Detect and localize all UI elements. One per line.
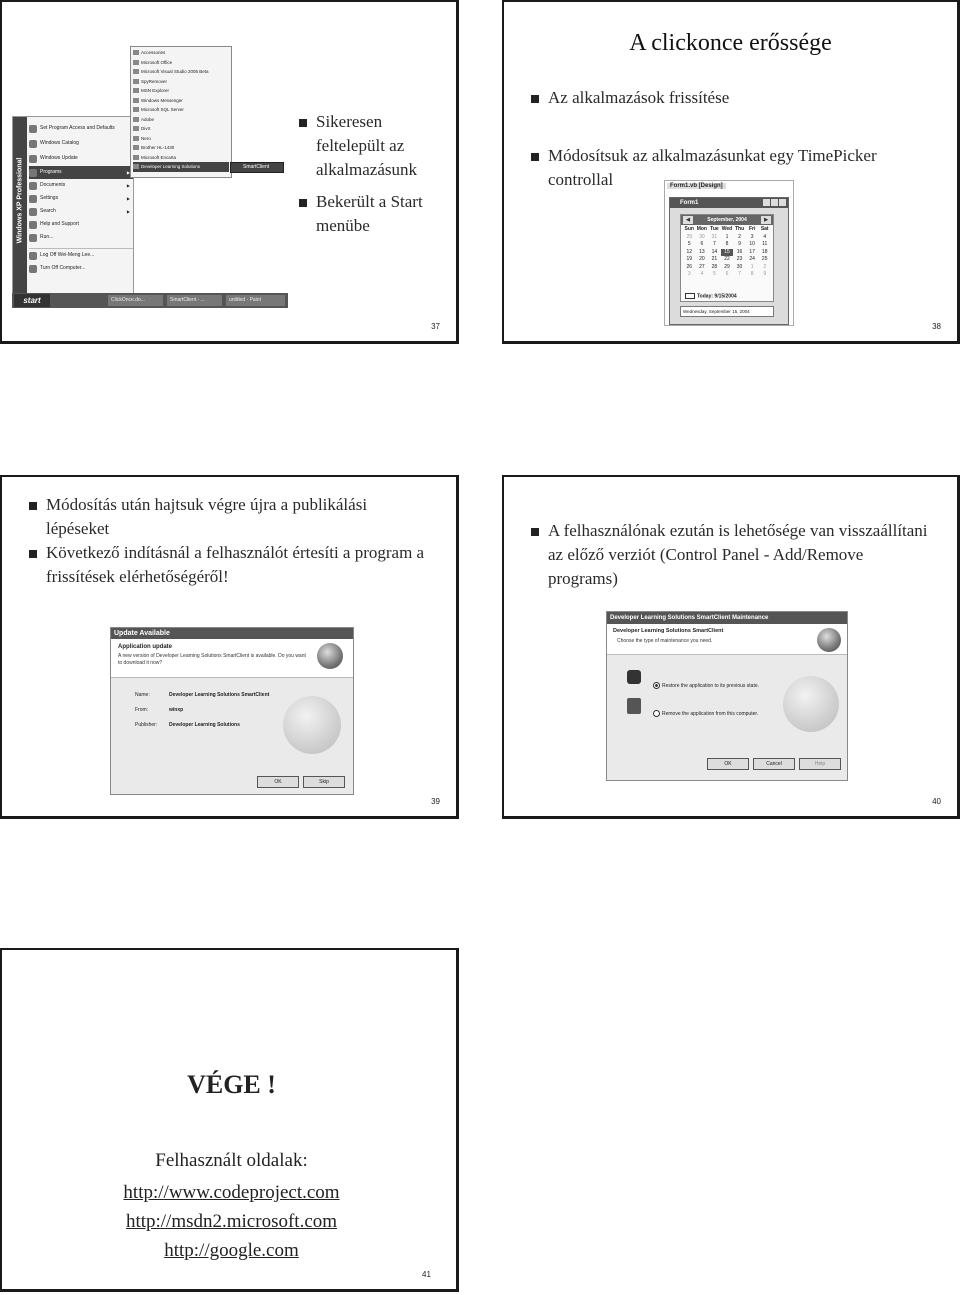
calendar-date[interactable]: 4: [763, 233, 767, 240]
calendar-today[interactable]: Today: 9/15/2004: [685, 293, 737, 299]
start-menu-left: [12, 116, 134, 296]
dialog-header-panel: [607, 624, 847, 655]
calendar-date[interactable]: 16: [736, 248, 743, 255]
slide-38-bullets: [530, 86, 930, 192]
dialog-header-panel: [111, 639, 353, 678]
start-menu-item[interactable]: [29, 231, 133, 244]
slide-38: [502, 0, 960, 344]
programs-item-label: Microsoft Office: [141, 59, 173, 65]
arrow-right-icon: ▶: [126, 209, 130, 214]
application-icon: [817, 628, 841, 652]
menu-item-label: Search: [40, 208, 56, 214]
folder-icon: [133, 69, 139, 74]
calendar-day-header: Thu: [734, 226, 745, 232]
start-button[interactable]: start: [14, 294, 50, 307]
programs-item[interactable]: [133, 162, 229, 172]
ok-button[interactable]: OK: [707, 758, 749, 770]
update-available-dialog: [110, 627, 354, 795]
taskbar-item-smartclient[interactable]: SmartClient - ...: [167, 295, 222, 306]
folder-icon: [133, 79, 139, 84]
dialog-heading: Developer Learning Solutions SmartClient: [613, 628, 724, 634]
start-menu-item[interactable]: [29, 262, 133, 275]
designer-tab[interactable]: Form1.vb [Design]: [667, 183, 726, 189]
programs-item-label: DivX: [141, 126, 151, 131]
calendar-date[interactable]: 2: [738, 233, 741, 240]
sources-label: Felhasznált oldalak:: [155, 1150, 308, 1171]
programs-item[interactable]: [133, 134, 229, 144]
dialog-titlebar: Developer Learning Solutions SmartClient Maintenance: [607, 612, 847, 624]
maximize-icon[interactable]: [771, 199, 778, 206]
calendar-date[interactable]: 3: [687, 271, 691, 277]
bullet: Módosítsuk az alkalmazásunkat egy TimePicker controllal: [530, 144, 930, 192]
calendar-date[interactable]: 9: [738, 241, 741, 247]
programs-item-label: Microsoft Encarta: [141, 154, 177, 160]
programs-item-label: MSN Explorer: [141, 88, 170, 93]
detail-value: Developer Learning Solutions: [169, 722, 240, 728]
menu-item-icon: [29, 252, 37, 260]
programs-item-label: Microsoft SQL Server: [141, 107, 184, 112]
arrow-right-icon: ▶: [126, 196, 130, 201]
date-time-picker[interactable]: Wednesday, September 15, 2004: [680, 306, 774, 317]
taskbar: [12, 293, 288, 308]
slide-41: [0, 948, 459, 1292]
calendar-date[interactable]: 12: [686, 248, 693, 255]
menu-item-icon: [29, 169, 37, 177]
folder-icon: [133, 155, 139, 160]
calendar-date[interactable]: 1: [750, 263, 754, 270]
arrow-right-icon: ▶: [126, 183, 130, 188]
programs-item[interactable]: [133, 105, 229, 115]
calendar-date[interactable]: 8: [750, 271, 754, 277]
folder-icon: [133, 98, 139, 103]
month-calendar[interactable]: [680, 214, 774, 302]
calendar-date[interactable]: 29: [724, 263, 730, 270]
calendar-date[interactable]: 7: [713, 241, 716, 247]
folder-icon: [133, 117, 139, 122]
window-titlebar: Form1: [670, 198, 788, 208]
folder-icon: [133, 107, 139, 112]
start-menu-item[interactable]: [29, 192, 133, 205]
programs-submenu: [130, 46, 232, 178]
taskbar-item-clickonce[interactable]: ClickOnce.do...: [108, 295, 163, 306]
programs-item[interactable]: [133, 86, 229, 96]
bullet: Sikeresen feltelepült az alkalmazásunk: [298, 110, 448, 182]
form-designer-screenshot: [664, 180, 794, 326]
programs-item-label: Accessories: [141, 50, 166, 55]
calendar-date[interactable]: 4: [700, 271, 704, 277]
calendar-date[interactable]: 8: [725, 241, 729, 247]
programs-item-label: Nero: [141, 135, 151, 141]
menu-item-icon: [29, 234, 37, 242]
remove-option[interactable]: Remove the application from this computer.: [653, 710, 758, 717]
calendar-header: ◀ September, 2004 ▶: [681, 215, 773, 225]
calendar-day-header: Sat: [760, 226, 769, 232]
page-number: 41: [422, 1270, 431, 1279]
menu-item-icon: [29, 182, 37, 190]
programs-item-label: Windows Messenger: [141, 97, 183, 103]
menu-item-label: Windows Catalog: [40, 140, 79, 146]
calendar-date[interactable]: 3: [750, 233, 754, 240]
calendar-date[interactable]: 10: [749, 241, 755, 247]
start-menu-item[interactable]: [29, 248, 133, 262]
calendar-date[interactable]: 14: [711, 248, 718, 255]
slide-title: A clickonce erőssége: [629, 30, 832, 56]
calendar-date[interactable]: 30: [699, 233, 705, 240]
calendar-day-header: Wed: [721, 226, 733, 232]
calendar-date[interactable]: 23: [736, 256, 743, 262]
calendar-date[interactable]: 19: [686, 256, 693, 262]
menu-item-icon: [29, 221, 37, 229]
menu-item-label: Run...: [40, 234, 54, 240]
calendar-date[interactable]: 2: [763, 263, 767, 270]
calendar-date[interactable]: 21: [711, 256, 718, 262]
calendar-day-header: Sun: [684, 226, 694, 232]
start-menu-screenshot: [12, 40, 288, 308]
radio-selected-icon[interactable]: [653, 682, 660, 689]
detail-value: winxp: [169, 707, 184, 713]
calendar-date[interactable]: 20: [699, 256, 705, 262]
detail-label: Name:: [135, 692, 150, 698]
calendar-date[interactable]: 18: [761, 248, 768, 255]
start-menu-item[interactable]: [29, 218, 133, 231]
folder-icon: [133, 145, 139, 150]
calendar-date[interactable]: 11: [762, 241, 768, 247]
slide-37-bullets: [298, 110, 448, 238]
folder-icon: [133, 164, 139, 169]
minimize-icon[interactable]: [763, 199, 770, 206]
calendar-date[interactable]: 15: [721, 249, 734, 257]
watermark-disc-icon: [783, 676, 839, 732]
calendar-grid: [681, 225, 773, 280]
calendar-date[interactable]: 5: [687, 241, 691, 247]
folder-icon: [133, 88, 139, 93]
calendar-date[interactable]: 17: [749, 248, 755, 255]
smartclient-item[interactable]: SmartClient: [243, 164, 270, 170]
calendar-date[interactable]: 9: [763, 271, 767, 277]
link-msdn[interactable]: http://msdn2.microsoft.com: [125, 1211, 338, 1232]
menu-item-label: Help and Support: [40, 221, 79, 227]
taskbar-item-paint[interactable]: untitled - Paint: [226, 295, 285, 306]
programs-item[interactable]: [133, 115, 229, 125]
programs-item[interactable]: [133, 153, 229, 163]
menu-item-label: Windows Update: [40, 155, 78, 161]
detail-label: Publisher:: [135, 722, 158, 728]
calendar-date[interactable]: 27: [699, 263, 705, 270]
programs-item-label: Microsoft Visual Studio 2005 Beta: [141, 69, 209, 74]
menu-item-label: Documents: [40, 182, 66, 188]
dialog-heading: Application update: [118, 644, 172, 650]
page-number: 38: [932, 322, 941, 331]
menu-item-icon: [29, 195, 37, 203]
slide-title: VÉGE !: [187, 1070, 276, 1099]
remove-icon: [627, 698, 641, 714]
folder-icon: [133, 50, 139, 55]
calendar-date[interactable]: 24: [749, 256, 755, 262]
menu-item-icon: [29, 125, 37, 133]
link-list: [2, 1178, 461, 1265]
menu-item-label: Programs: [40, 169, 62, 175]
slide-37: [0, 0, 459, 344]
programs-item[interactable]: [133, 67, 229, 77]
programs-item[interactable]: [133, 58, 229, 68]
bullet: A felhasználónak ezután is lehetősége van visszaállítani az előző verziót (Control Panel - Add/Remove programs): [530, 519, 930, 591]
next-month-icon[interactable]: ▶: [761, 216, 771, 224]
start-menu-item[interactable]: [29, 179, 133, 192]
folder-icon: [133, 126, 139, 131]
start-menu-item[interactable]: [29, 121, 133, 136]
link-codeproject[interactable]: http://www.codeproject.com: [123, 1182, 340, 1203]
form-window: [669, 197, 789, 325]
bullet: Következő indításnál a felhasználót értesíti a program a frissítések elérhetőségéről!: [28, 541, 428, 589]
ok-button[interactable]: OK: [257, 776, 299, 788]
calendar-date[interactable]: 5: [713, 271, 716, 277]
radio-icon[interactable]: [653, 710, 660, 717]
prev-month-icon[interactable]: ◀: [683, 216, 693, 224]
start-menu-item[interactable]: [29, 205, 133, 218]
detail-label: From:: [135, 707, 149, 713]
start-menu-side-band: Windows XP Professional: [13, 117, 27, 295]
calendar-date[interactable]: 25: [761, 256, 768, 262]
detail-row: [135, 692, 269, 707]
smartclient-submenu[interactable]: [230, 162, 284, 173]
calendar-date[interactable]: 1: [725, 233, 729, 240]
menu-item-label: Log Off Wei-Meng Lee...: [40, 252, 95, 258]
menu-item-icon: [29, 208, 37, 216]
bullet: Az alkalmazások frissítése: [530, 86, 930, 110]
detail-row: [135, 707, 269, 722]
calendar-day-header: Tue: [710, 226, 719, 232]
dialog-subtitle: Choose the type of maintenance you need.: [617, 638, 713, 644]
link-google[interactable]: http://google.com: [164, 1240, 299, 1261]
menu-item-label: Set Program Access and Defaults: [40, 125, 115, 131]
calendar-date[interactable]: 26: [686, 263, 693, 270]
page-number: 37: [431, 322, 440, 331]
start-menu-item[interactable]: [29, 151, 133, 166]
start-menu-item[interactable]: [29, 166, 133, 179]
folder-icon: [133, 60, 139, 65]
dialog-message: A new version of Developer Learning Solutions SmartClient is available. Do you want to download it now?: [118, 653, 306, 666]
programs-item-label: Adobe: [141, 116, 155, 122]
calendar-date[interactable]: 6: [700, 241, 704, 247]
close-icon[interactable]: [779, 199, 786, 206]
application-icon: [317, 643, 343, 669]
calendar-date[interactable]: 22: [724, 256, 730, 262]
dialog-details: [111, 678, 353, 774]
programs-item[interactable]: [133, 77, 229, 87]
skip-button[interactable]: Skip: [303, 776, 345, 788]
start-menu-item[interactable]: [29, 136, 133, 151]
bullet: Bekerült a Start menübe: [298, 190, 448, 238]
dialog-titlebar: Update Available: [111, 628, 353, 639]
menu-item-icon: [29, 140, 37, 148]
calendar-day-header: Mon: [696, 226, 707, 232]
programs-item[interactable]: [133, 96, 229, 106]
today-box-icon: [685, 293, 695, 299]
detail-row: [135, 722, 269, 737]
restore-icon: [627, 670, 641, 684]
calendar-date[interactable]: 6: [725, 271, 729, 277]
page-number: 40: [932, 797, 941, 806]
menu-item-icon: [29, 265, 37, 273]
bullet: Módosítás után hajtsuk végre újra a publikálási lépéseket: [28, 493, 428, 541]
calendar-date[interactable]: 7: [738, 271, 741, 277]
watermark-disc-icon: [283, 696, 341, 754]
menu-item-icon: [29, 155, 37, 163]
programs-item[interactable]: [133, 124, 229, 134]
window-buttons: [763, 199, 786, 206]
programs-item[interactable]: [133, 48, 229, 58]
programs-item-label: Brother HL-1430: [141, 145, 175, 150]
calendar-day-header: Fri: [748, 226, 756, 232]
maintenance-dialog: [606, 611, 848, 781]
menu-item-label: Settings: [40, 195, 59, 201]
page-number: 39: [431, 797, 440, 806]
calendar-date[interactable]: 28: [711, 263, 718, 270]
folder-icon: [133, 136, 139, 141]
start-menu-left-items: [29, 121, 133, 275]
detail-value: Developer Learning Solutions SmartClient: [169, 692, 270, 698]
restore-option[interactable]: Restore the application to its previous state.: [653, 682, 759, 689]
programs-item-label: SpyRemover: [141, 78, 168, 84]
help-button[interactable]: Help: [799, 758, 841, 770]
slide-40: [502, 475, 960, 819]
calendar-date[interactable]: 13: [699, 248, 705, 255]
calendar-date[interactable]: 29: [686, 233, 693, 240]
slide-39-bullets: [28, 493, 428, 589]
arrow-right-icon: ▶: [126, 170, 130, 175]
calendar-date[interactable]: 31: [711, 233, 718, 240]
calendar-date[interactable]: 30: [736, 263, 743, 270]
slide-39: [0, 475, 459, 819]
slide-40-bullets: [530, 519, 930, 591]
menu-item-label: Turn Off Computer...: [40, 265, 86, 271]
programs-item-label: Developer Learning Solutions: [141, 164, 201, 169]
cancel-button[interactable]: Cancel: [753, 758, 795, 770]
programs-item[interactable]: [133, 143, 229, 153]
